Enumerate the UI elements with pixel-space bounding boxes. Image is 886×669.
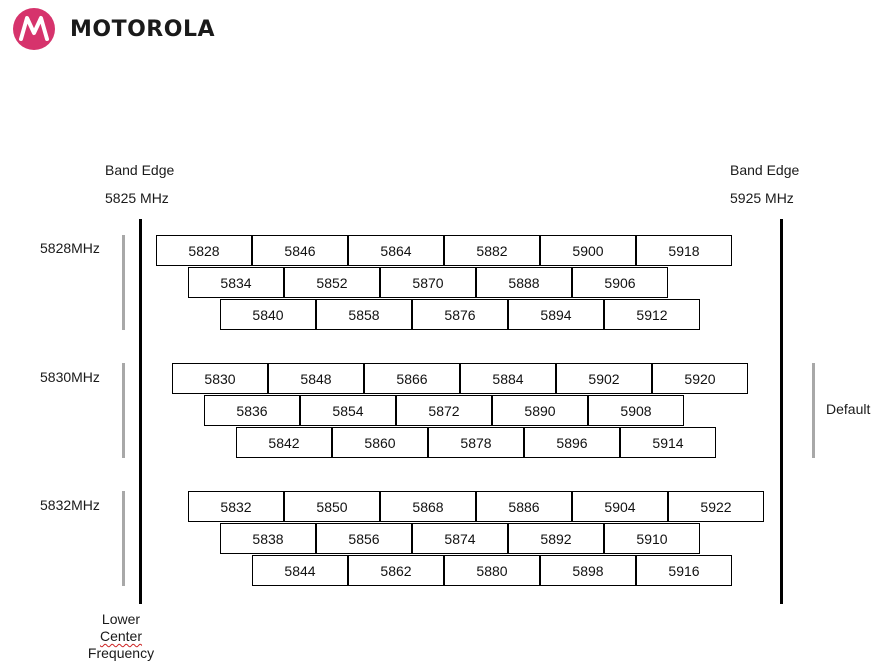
channel-cell-5852: 5852 — [284, 267, 380, 298]
channel-cell-5834: 5834 — [188, 267, 284, 298]
channel-cell-5874: 5874 — [412, 523, 508, 554]
group-label-5828: 5828MHz — [40, 240, 100, 256]
channel-cell-5840: 5840 — [220, 299, 316, 330]
lower-center-line3: Frequency — [87, 645, 155, 661]
channel-cell-5898: 5898 — [540, 555, 636, 586]
right-band-edge-line — [780, 219, 783, 604]
right-band-edge-label: Band Edge — [730, 162, 800, 178]
lower-center-line1: Lower — [101, 611, 141, 627]
lower-center-frequency-label — [62, 611, 180, 662]
channel-cell-5912: 5912 — [604, 299, 700, 330]
channel-cell-5904: 5904 — [572, 491, 668, 522]
channel-cell-5888: 5888 — [476, 267, 572, 298]
channel-cell-5832: 5832 — [188, 491, 284, 522]
channel-cell-5870: 5870 — [380, 267, 476, 298]
channel-cell-5854: 5854 — [300, 395, 396, 426]
channel-cell-5860: 5860 — [332, 427, 428, 458]
channel-cell-5916: 5916 — [636, 555, 732, 586]
channel-cell-5872: 5872 — [396, 395, 492, 426]
right-band-edge-freq: 5925 MHz — [730, 190, 794, 206]
channel-cell-5908: 5908 — [588, 395, 684, 426]
channel-cell-5878: 5878 — [428, 427, 524, 458]
channel-cell-5864: 5864 — [348, 235, 444, 266]
channel-cell-5856: 5856 — [316, 523, 412, 554]
channel-cell-5886: 5886 — [476, 491, 572, 522]
group-bracket-5830 — [122, 363, 125, 458]
channel-cell-5880: 5880 — [444, 555, 540, 586]
channel-cell-5862: 5862 — [348, 555, 444, 586]
channel-cell-5900: 5900 — [540, 235, 636, 266]
channel-cell-5838: 5838 — [220, 523, 316, 554]
channel-cell-5914: 5914 — [620, 427, 716, 458]
group-label-5830: 5830MHz — [40, 369, 100, 385]
left-band-edge-label: Band Edge — [105, 162, 175, 178]
group-label-5832: 5832MHz — [40, 497, 100, 513]
channel-cell-5830: 5830 — [172, 363, 268, 394]
channel-cell-5858: 5858 — [316, 299, 412, 330]
group-bracket-5828 — [122, 235, 125, 330]
channel-cell-5890: 5890 — [492, 395, 588, 426]
channel-cell-5910: 5910 — [604, 523, 700, 554]
channel-cell-5902: 5902 — [556, 363, 652, 394]
channel-cell-5828: 5828 — [156, 235, 252, 266]
channel-cell-5918: 5918 — [636, 235, 732, 266]
channel-cell-5846: 5846 — [252, 235, 348, 266]
channel-cell-5850: 5850 — [284, 491, 380, 522]
default-label: Default — [826, 401, 871, 417]
channel-cell-5836: 5836 — [204, 395, 300, 426]
channel-cell-5868: 5868 — [380, 491, 476, 522]
channel-cell-5866: 5866 — [364, 363, 460, 394]
motorola-logo — [12, 7, 262, 53]
channel-cell-5920: 5920 — [652, 363, 748, 394]
channel-cell-5894: 5894 — [508, 299, 604, 330]
channel-cell-5884: 5884 — [460, 363, 556, 394]
left-band-edge-line — [139, 219, 142, 604]
logo-text: MOTOROLA — [70, 17, 215, 42]
default-bracket — [812, 363, 815, 458]
channel-cell-5842: 5842 — [236, 427, 332, 458]
channel-cell-5882: 5882 — [444, 235, 540, 266]
channel-cell-5906: 5906 — [572, 267, 668, 298]
channel-cell-5892: 5892 — [508, 523, 604, 554]
channel-cell-5922: 5922 — [668, 491, 764, 522]
left-band-edge-freq: 5825 MHz — [105, 190, 169, 206]
channel-cell-5876: 5876 — [412, 299, 508, 330]
motorola-batwing-icon — [12, 7, 56, 51]
group-bracket-5832 — [122, 491, 125, 586]
channel-cell-5896: 5896 — [524, 427, 620, 458]
channel-cell-5844: 5844 — [252, 555, 348, 586]
lower-center-line2: Center — [99, 628, 143, 644]
channel-cell-5848: 5848 — [268, 363, 364, 394]
